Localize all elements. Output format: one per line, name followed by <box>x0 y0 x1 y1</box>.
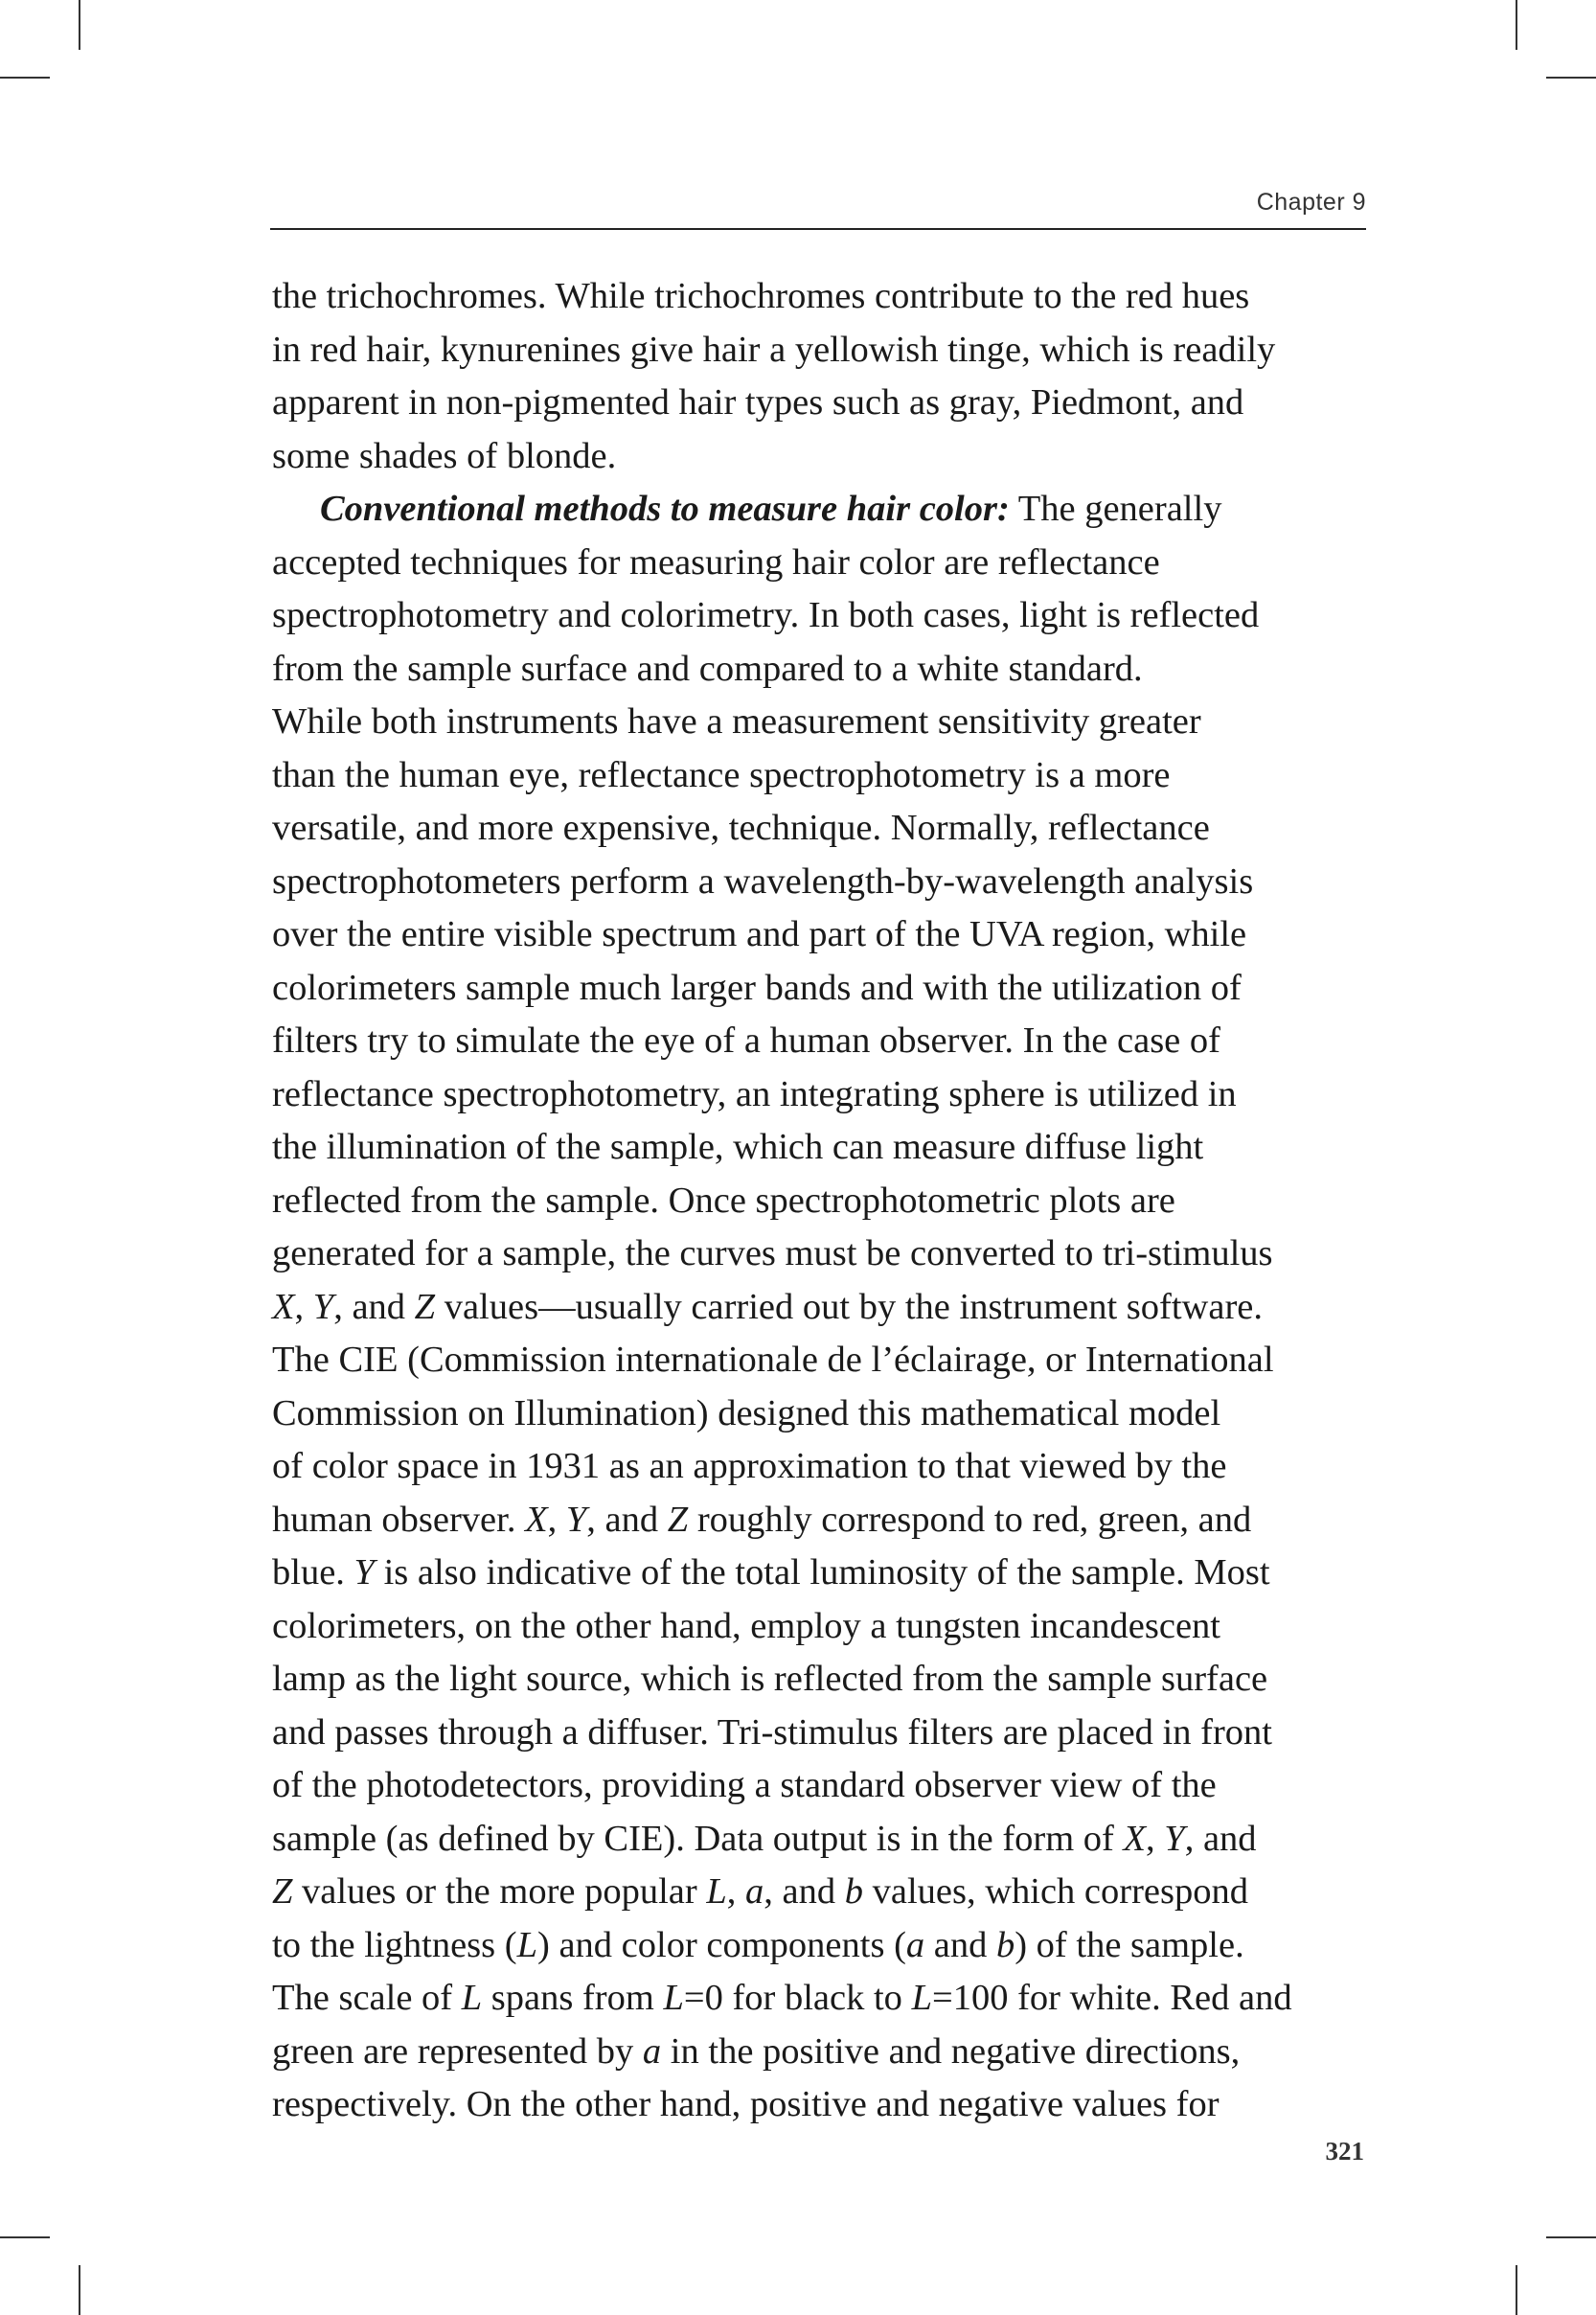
text-line: from the sample surface and compared to a white standard. <box>272 648 1143 689</box>
text-line: respectively. On the other hand, positive and negative values for <box>272 2084 1220 2124</box>
text-line: While both instruments have a measurement sensitivity greater <box>272 701 1201 742</box>
text-line: Z values or the more popular L, a, and b values, which correspond <box>272 1871 1248 1912</box>
text-line: filters try to simulate the eye of a human observer. In the case of <box>272 1020 1220 1061</box>
text-line: reflectance spectrophotometry, an integrating sphere is utilized in <box>272 1073 1237 1114</box>
crop-mark-bottom-right <box>1516 2265 1517 2315</box>
text-line: of color space in 1931 as an approximation to that viewed by the <box>272 1446 1227 1486</box>
text-line: of the photodetectors, providing a standard observer view of the <box>272 1765 1217 1805</box>
section-lead-in: Conventional methods to measure hair color: <box>320 489 1010 529</box>
text-line: than the human eye, reflectance spectrophotometry is a more <box>272 754 1171 795</box>
text-line: apparent in non-pigmented hair types such as gray, Piedmont, and <box>272 382 1244 423</box>
text-line: sample (as defined by CIE). Data output is in the form of X, Y, and <box>272 1818 1257 1859</box>
running-head: Chapter 9 <box>1256 189 1366 216</box>
text-line: X, Y, and Z values—usually carried out by the instrument software. <box>272 1286 1263 1327</box>
crop-mark-bottom-left-h <box>0 2236 50 2238</box>
text-line: colorimeters, on the other hand, employ a tungsten incandescent <box>272 1605 1221 1646</box>
text-line: spectrophotometry and colorimetry. In both cases, light is reflected <box>272 595 1260 635</box>
crop-mark-top-left <box>79 0 80 50</box>
body-text <box>272 270 1374 2132</box>
text-line: reflected from the sample. Once spectrophotometric plots are <box>272 1180 1175 1221</box>
text-line: lamp as the light source, which is reflected from the sample surface <box>272 1659 1268 1699</box>
text-line: Conventional methods to measure hair color: The generally <box>320 489 1222 529</box>
text-line: to the lightness (L) and color components (a and b) of the sample. <box>272 1924 1244 1965</box>
crop-mark-top-right <box>1516 0 1517 50</box>
crop-mark-top-right-h <box>1546 77 1596 79</box>
text-line: the illumination of the sample, which can measure diffuse light <box>272 1127 1204 1167</box>
text-line: over the entire visible spectrum and part of the UVA region, while <box>272 914 1247 954</box>
text-line: blue. Y is also indicative of the total luminosity of the sample. Most <box>272 1552 1270 1593</box>
crop-mark-bottom-right-h <box>1546 2236 1596 2238</box>
crop-mark-top-left-h <box>0 77 50 79</box>
text-line: green are represented by a in the positive and negative directions, <box>272 2030 1241 2072</box>
text-line: Commission on Illumination) designed this mathematical model <box>272 1392 1221 1433</box>
text-line: human observer. X, Y, and Z roughly correspond to red, green, and <box>272 1499 1252 1540</box>
text-line: colorimeters sample much larger bands and with the utilization of <box>272 967 1242 1008</box>
text-line: accepted techniques for measuring hair color are reflectance <box>272 541 1160 583</box>
text-line: and passes through a diffuser. Tri-stimulus filters are placed in front <box>272 1711 1272 1753</box>
header-rule <box>270 228 1366 230</box>
text-line: some shades of blonde. <box>272 435 617 476</box>
text-line: generated for a sample, the curves must be converted to tri-stimulus <box>272 1233 1273 1273</box>
text-line: the trichochromes. While trichochromes contribute to the red hues <box>272 276 1250 316</box>
text-line: The CIE (Commission internationale de l’éclairage, or International <box>272 1340 1274 1380</box>
text-line: versatile, and more expensive, technique. Normally, reflectance <box>272 808 1210 848</box>
text-line: in red hair, kynurenines give hair a yellowish tinge, which is readily <box>272 329 1276 370</box>
crop-mark-bottom-left <box>79 2265 80 2315</box>
text-line: The scale of L spans from L=0 for black to L=100 for white. Red and <box>272 1978 1292 2018</box>
page-number: 321 <box>1325 2137 1364 2166</box>
text-line: spectrophotometers perform a wavelength-by-wavelength analysis <box>272 860 1254 902</box>
